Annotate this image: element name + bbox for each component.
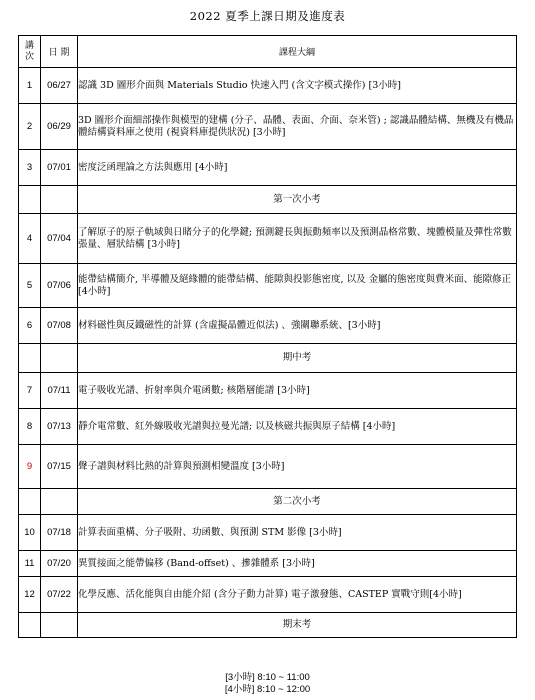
header-lesson-number: 講 次 [19,36,41,68]
exam-row [19,613,517,638]
lesson-outline: 聲子譜與材料比熱的計算與預測相變溫度 [3小時] [78,445,517,489]
lesson-outline: 靜介電常數、紅外線吸收光譜與拉曼光譜; 以及核磁共振與原子結構 [4小時] [78,409,517,445]
lesson-date: 07/06 [41,264,78,308]
lesson-outline: 電子吸收光譜、折射率與介電函數; 核階層能譜 [3小時] [78,373,517,409]
lesson-outline: 了解原子的原子軌域與日睹分子的化學鍵; 預測鍵長與振動頻率以及預測晶格常數、塊體模量及彈性常數張量、層狀結構 [3小時] [78,214,517,264]
lesson-date: 07/01 [41,150,78,186]
schedule-table [18,35,517,638]
lesson-number: 3 [19,150,41,186]
lesson-number: 9 [19,445,41,489]
lesson-date: 07/11 [41,373,78,409]
time-legend [0,672,535,696]
exam-row [19,344,517,373]
lesson-number: 1 [19,68,41,104]
lesson-number: 7 [19,373,41,409]
lesson-date: 07/20 [41,551,78,577]
table-header-row [19,36,517,68]
lesson-number: 12 [19,577,41,613]
table-row [19,577,517,613]
table-row [19,68,517,104]
header-date: 日 期 [41,36,78,68]
exam-label: 第一次小考 [78,186,517,214]
lesson-outline: 異質接面之能帶偏移 (Band-offset) 、摻雜體系 [3小時] [78,551,517,577]
lesson-date: 07/13 [41,409,78,445]
time-legend-4h: [4小時] 8:10 ~ 12:00 [224,684,311,695]
lesson-date: 07/15 [41,445,78,489]
table-row [19,150,517,186]
page-title: 2022 夏季上課日期及進度表 [189,9,346,23]
lesson-number: 8 [19,409,41,445]
lesson-outline: 密度泛函理論之方法與應用 [4小時] [78,150,517,186]
exam-label: 期中考 [78,344,517,373]
lesson-date: 06/27 [41,68,78,104]
table-row [19,445,517,489]
lesson-number: 5 [19,264,41,308]
lesson-number: 6 [19,308,41,344]
lesson-date: 07/22 [41,577,78,613]
lesson-outline: 3D 圖形介面細部操作與模型的建構 (分子、晶體、表面、介面、奈米管) ; 認識晶體結構、無機及有機晶體結構資料庫之使用 (視資料庫提供狀況) [3小時] [78,104,517,150]
table-row [19,373,517,409]
exam-row [19,186,517,214]
lesson-date: 06/29 [41,104,78,150]
table-row [19,515,517,551]
lesson-number: 2 [19,104,41,150]
lesson-date: 07/08 [41,308,78,344]
exam-label: 第二次小考 [78,489,517,515]
lesson-date: 07/18 [41,515,78,551]
table-row [19,104,517,150]
lesson-number: 4 [19,214,41,264]
exam-row [19,489,517,515]
exam-label: 期末考 [78,613,517,638]
lesson-outline: 材料磁性與反鐵磁性的計算 (含虛擬晶體近似法) 、強關聯系統、[3小時] [78,308,517,344]
lesson-date: 07/04 [41,214,78,264]
lesson-number: 10 [19,515,41,551]
time-legend-3h: [3小時] 8:10 ~ 11:00 [225,672,310,683]
lesson-outline: 認識 3D 圖形介面與 Materials Studio 快速入門 (含文字模式操作) [3小時] [78,68,517,104]
header-course-outline: 課程大綱 [78,36,517,68]
table-row [19,308,517,344]
lesson-number: 11 [19,551,41,577]
lesson-outline: 計算表面重構、分子吸附、功函數、與預測 STM 影像 [3小時] [78,515,517,551]
table-row [19,551,517,577]
lesson-outline: 能帶結構簡介, 半導體及絕緣體的能帶結構、能隙與投影態密度, 以及 金屬的態密度與費米面、能隙修正 [4小時] [78,264,517,308]
table-row [19,214,517,264]
table-row [19,409,517,445]
lesson-outline: 化學反應、活化能與自由能介紹 (含分子動力計算) 電子激發態、CASTEP 實戰守則[4小時] [78,577,517,613]
table-row [19,264,517,308]
